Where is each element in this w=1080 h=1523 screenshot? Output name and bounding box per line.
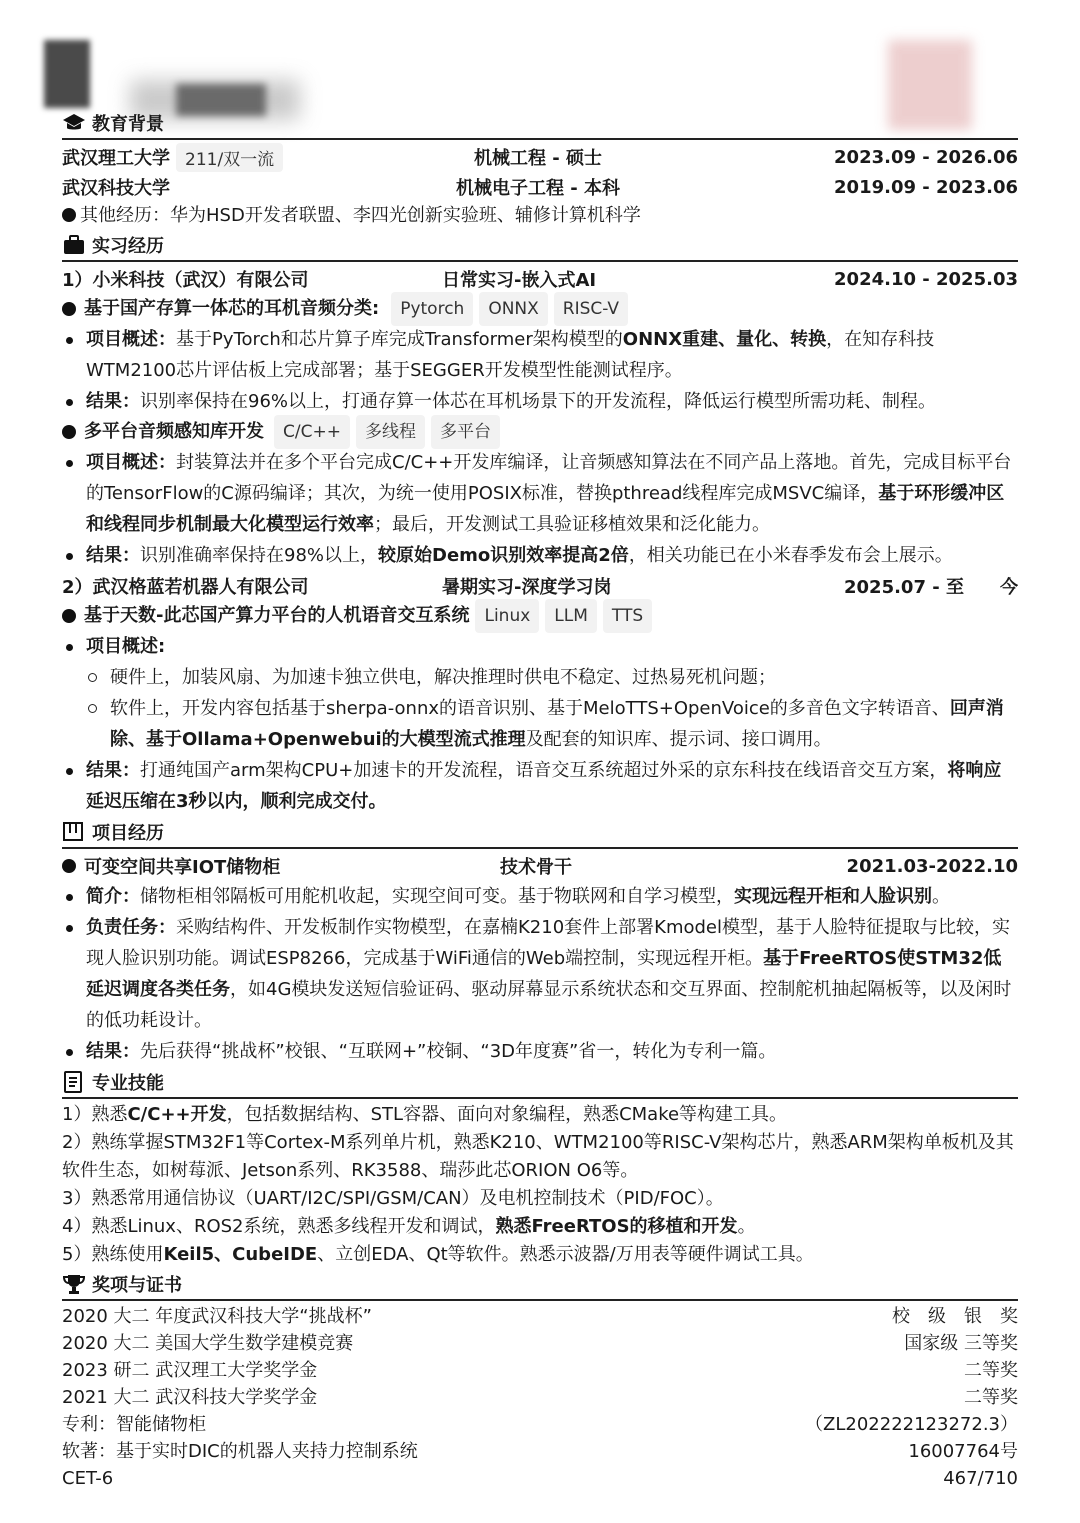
project-heading: 基于国产存算一体芯的耳机音频分类: Pytorch ONNX RISC-V [62, 294, 1018, 324]
date-range: 2024.10 - 2025.03 [834, 268, 1018, 290]
award-row: 2020 大二 年度武汉科技大学“挑战杯” 校 级 银 奖 [62, 1306, 1018, 1327]
degree: 机械电子工程 - 本科 [456, 178, 621, 199]
project-result: 结果：识别准确率保持在98%以上，较原始Demo识别效率提高2倍，相关功能已在小米春季发布会上展示。 [62, 540, 1018, 571]
overview-subitem: 软件上，开发内容包括基于sherpa-onnx的语音识别、基于MeloTTS+OpenVoice的多音色文字转语音、回声消除、基于Ollama+Openwebui的大模型流式推理及配套的知识库、提示词、接口调用。 [62, 693, 1018, 755]
project-overview: 项目概述: [62, 631, 1018, 662]
section-projects [62, 817, 1018, 847]
award-row: 2020 大二 美国大学生数学建模竞赛 国家级 三等奖 [62, 1333, 1018, 1354]
bullet-dot-icon [62, 859, 76, 873]
project-role: 技术骨干 [500, 857, 572, 878]
bullet-dot-icon [62, 208, 76, 222]
skill-tag: Linux [475, 599, 539, 633]
section-divider [62, 138, 1018, 140]
project-overview: 项目概述：基于PyTorch和芯片算子库完成Transformer架构模型的ONNX重建、量化、转换，在知存科技WTM2100芯片评估板上完成部署；基于SEGGER开发模型性能测试程序。 [62, 324, 1018, 386]
date-range: 2023.09 - 2026.06 [834, 146, 1018, 168]
bullet-dot-icon [62, 425, 76, 439]
project-heading: 多平台音频感知库开发 C/C++ 多线程 多平台 [62, 417, 1018, 447]
job-role: 暑期实习-深度学习岗 [442, 577, 612, 598]
section-title: 奖项与证书 [92, 1275, 182, 1296]
resume-page [62, 108, 1018, 1492]
company-name: 1）小米科技（武汉）有限公司 [62, 270, 309, 291]
skill-item: 1）熟悉C/C++开发，包括数据结构、STL容器、面向对象编程，熟悉CMake等构建工具。 [62, 1104, 788, 1125]
project-overview: 项目概述：封装算法并在多个平台完成C/C++开发库编译，让音频感知算法在不同产品上落地。首先，完成目标平台的TensorFlow的C源码编译；其次，为统一使用POSIX标准，替换pthread线程库完成MSVC编译，基于环形缓冲区和线程同步机制最大化模型运行效率；最后，开发测试工具验证移植效果和泛化能力。 [62, 447, 1018, 540]
degree: 机械工程 - 硕士 [474, 148, 603, 169]
bullet-dot-icon [62, 609, 76, 623]
award-row: 软著：基于实时DIC的机器人夹持力控制系统 16007764号 [62, 1441, 1018, 1462]
company-name: 2）武汉格蓝若机器人有限公司 [62, 577, 309, 598]
project-row [62, 851, 1018, 881]
skill-tag: C/C++ [274, 415, 350, 449]
skill-item: 5）熟练使用Keil5、CubeIDE、立创EDA、Qt等软件。熟悉示波器/万用表等硬件调试工具。 [62, 1244, 814, 1265]
project-result: 结果：识别率保持在96%以上，打通存算一体芯在耳机场景下的开发流程，降低运行模型所需功耗、制程。 [62, 386, 1018, 417]
award-row: CET-6 467/710 [62, 1468, 1018, 1489]
skill-tag: TTS [603, 599, 652, 633]
section-title: 实习经历 [92, 236, 164, 257]
company-row [62, 264, 1018, 294]
project-result: 结果：先后获得“挑战杯”校银、“互联网+”校铜、“3D年度赛”省一，转化为专利一篇。 [62, 1036, 1018, 1067]
section-divider [62, 1299, 1018, 1301]
school-name: 武汉科技大学 [62, 178, 170, 199]
project-board-icon [62, 821, 86, 843]
other-experience: 其他经历：华为HSD开发者联盟、李四光创新实验班、辅修计算机科学 [62, 202, 1018, 230]
skill-item: 4）熟悉Linux、ROS2系统，熟悉多线程开发和调试，熟悉FreeRTOS的移植和开发。 [62, 1216, 756, 1237]
overview-subitem: 硬件上，加装风扇、为加速卡独立供电，解决推理时供电不稳定、过热易死机问题； [62, 662, 1018, 693]
company-row [62, 571, 1018, 601]
project-intro: 简介：储物柜相邻隔板可用舵机收起，实现空间可变。基于物联网和自学习模型，实现远程开柜和人脸识别。 [62, 881, 1018, 912]
skill-tag: 多线程 [356, 415, 425, 449]
document-list-icon [62, 1071, 86, 1093]
section-title: 项目经历 [92, 823, 164, 844]
section-divider [62, 1097, 1018, 1099]
award-row: 2021 大二 武汉科技大学奖学金 二等奖 [62, 1387, 1018, 1408]
trophy-icon [62, 1273, 86, 1295]
school-tag: 211/双一流 [176, 143, 283, 172]
project-title: 可变空间共享IOT储物柜 [84, 857, 281, 878]
section-internship [62, 230, 1018, 260]
section-education [62, 108, 1018, 138]
section-title: 专业技能 [92, 1073, 164, 1094]
section-skills [62, 1067, 1018, 1097]
skill-item: 2）熟练掌握STM32F1等Cortex-M系列单片机，熟悉K210、WTM2100等RISC-V架构芯片，熟悉ARM架构单板机及其软件生态，如树莓派、Jetson系列、RK3588、瑞莎此芯ORION O6等。 [62, 1132, 1014, 1181]
job-role: 日常实习-嵌入式AI [442, 270, 597, 291]
education-row [62, 142, 1018, 172]
section-divider [62, 260, 1018, 262]
bullet-dot-icon [62, 302, 76, 316]
skill-tag: RISC-V [554, 292, 628, 326]
skill-item: 3）熟悉常用通信协议（UART/I2C/SPI/GSM/CAN）及电机控制技术（PID/FOC）。 [62, 1188, 724, 1209]
section-awards [62, 1269, 1018, 1299]
date-range: 2019.09 - 2023.06 [834, 176, 1018, 198]
redacted-photo-block [44, 40, 90, 108]
award-row: 专利：智能储物柜 （ZL202222123272.3） [62, 1414, 1018, 1435]
award-row: 2023 研二 武汉理工大学奖学金 二等奖 [62, 1360, 1018, 1381]
project-heading: 基于天数-此芯国产算力平台的人机语音交互系统 Linux LLM TTS [62, 601, 1018, 631]
section-title: 教育背景 [92, 114, 164, 135]
section-divider [62, 847, 1018, 849]
skill-tag: Pytorch [391, 292, 473, 326]
education-row [62, 172, 1018, 202]
skill-tag: LLM [545, 599, 597, 633]
date-range: 2025.07 - 至 今 [844, 577, 1018, 598]
briefcase-icon [62, 234, 86, 256]
skill-tag: 多平台 [431, 415, 500, 449]
skill-tag: ONNX [479, 292, 547, 326]
graduation-cap-icon [62, 112, 86, 134]
date-range: 2021.03-2022.10 [846, 855, 1018, 877]
project-duties: 负责任务：采购结构件、开发板制作实物模型，在嘉楠K210套件上部署Kmodel模型，基于人脸特征提取与比较，实现人脸识别功能。调试ESP8266，完成基于WiFi通信的Web端控制，实现远程开柜。基于FreeRTOS使STM32低延迟调度各类任务，如4G模块发送短信验证码、驱动屏幕显示系统状态和交互界面、控制舵机抽起隔板等，以及闲时的低功耗设计。 [62, 912, 1018, 1036]
project-result: 结果：打通纯国产arm架构CPU+加速卡的开发流程，语音交互系统超过外采的京东科技在线语音交互方案，将响应延迟压缩在3秒以内，顺利完成交付。 [62, 755, 1018, 817]
school-name: 武汉理工大学 [62, 148, 170, 169]
